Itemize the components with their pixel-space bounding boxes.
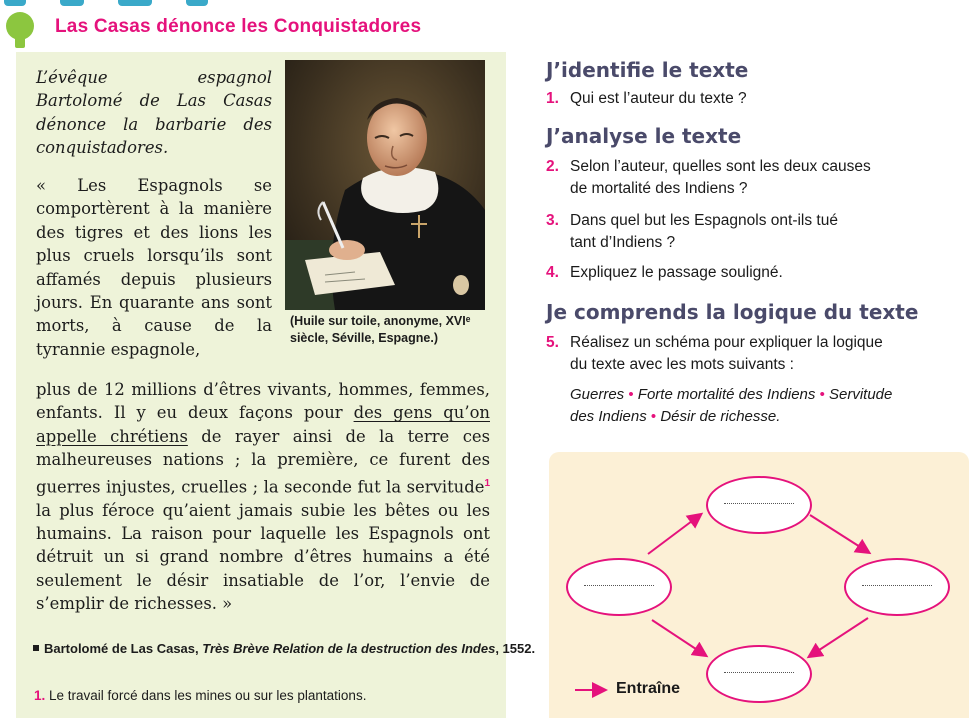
painting-caption: (Huile sur toile, anonyme, XVIᵉ siècle, Séville, Espagne.): [290, 314, 471, 345]
question-2-text-b: de mortalité des Indiens ?: [570, 180, 748, 197]
blank-answer-line: [724, 503, 794, 504]
section-identify: J’identifie le texte: [546, 58, 749, 82]
quote-text-b: de rayer ainsi de la terre ces malheureuses nations ; la première, ce furent des guerres injustes, cruelles ; la seconde fut la servitude: [36, 426, 490, 497]
keyword-separator: •: [628, 386, 634, 403]
underlined-passage: des gens qu’on appelle chrétiens: [36, 403, 490, 446]
keyword-indiens: des Indiens: [570, 408, 647, 425]
quote-text-c: la plus féroce qu’aient jamais subie les bêtes ou les humains. La raison pour laquelle les Espagnols ont détruit un si grand nombre d’êtres humains a été seulement le désir insatiable de l’or, l’envie de s’emplir de richesses. »: [36, 500, 490, 614]
footnote-number: 1.: [34, 688, 46, 703]
diagram-box-top: [706, 476, 812, 534]
blank-answer-line: [724, 672, 794, 673]
footnote-reference: 1: [484, 477, 490, 489]
quote-text-a: plus de 12 millions d’êtres vivants, hommes, femmes, enfants. Il y eu deux façons pour: [36, 380, 490, 423]
question-3-text-b: tant d’Indiens ?: [570, 234, 676, 251]
keyword-servitude: Servitude: [829, 386, 893, 403]
legend-label: Entraîne: [616, 680, 681, 697]
section-understand: Je comprends la logique du texte: [546, 300, 919, 324]
keyword-separator: •: [650, 408, 657, 425]
question-3-number: 3.: [546, 212, 559, 229]
question-4-text: Expliquez le passage souligné.: [570, 264, 783, 281]
footnote-text: Le travail forcé dans les mines ou sur les plantations.: [49, 688, 367, 703]
question-5-text-a: Réalisez un schéma pour expliquer la logique: [570, 334, 883, 351]
question-2-number: 2.: [546, 158, 559, 175]
source-year: , 1552.: [495, 641, 536, 656]
arrow-right-to-bottom: [810, 618, 868, 656]
question-1-number: 1.: [546, 90, 559, 107]
document-quote-part1: « Les Espagnols se comportèrent à la manière des tigres et des lions les plus cruels lorsqu’ils sont affamés depuis plusieurs jours. En quarante ans sont morts, à cause de la tyrannie espagnole,: [36, 176, 272, 359]
arrow-left-to-top: [648, 515, 700, 554]
document-intro: L’évêque espagnol Bartolomé de Las Casas dénonce la barbarie des conquistadores.: [36, 68, 272, 158]
source-work: Très Brève Relation de la destruction des Indes: [202, 641, 496, 656]
source-author: Bartolomé de Las Casas,: [44, 641, 199, 656]
section-analyse: J’analyse le texte: [546, 124, 742, 148]
keyword-guerres: Guerres: [570, 386, 625, 403]
diagram-box-left: [566, 558, 672, 616]
question-4-number: 4.: [546, 264, 559, 281]
keyword-richesse: Désir de richesse.: [660, 408, 781, 425]
question-3-text-a: Dans quel but les Espagnols ont-ils tué: [570, 212, 838, 229]
arrow-left-to-bottom: [652, 620, 705, 655]
arrow-top-to-right: [810, 515, 868, 552]
keyword-mortalite: Forte mortalité des Indiens: [637, 386, 816, 403]
blank-answer-line: [862, 585, 932, 586]
diagram-box-right: [844, 558, 950, 616]
keyword-separator: •: [819, 386, 825, 403]
question-5-number: 5.: [546, 334, 559, 351]
blank-answer-line: [584, 585, 654, 586]
page-title: Las Casas dénonce les Conquistadores: [55, 16, 422, 37]
question-2-text-a: Selon l’auteur, quelles sont les deux causes: [570, 158, 871, 175]
question-1-text: Qui est l’auteur du texte ?: [570, 90, 747, 107]
diagram-box-bottom: [706, 645, 812, 703]
question-5-text-b: du texte avec les mots suivants :: [570, 356, 794, 373]
